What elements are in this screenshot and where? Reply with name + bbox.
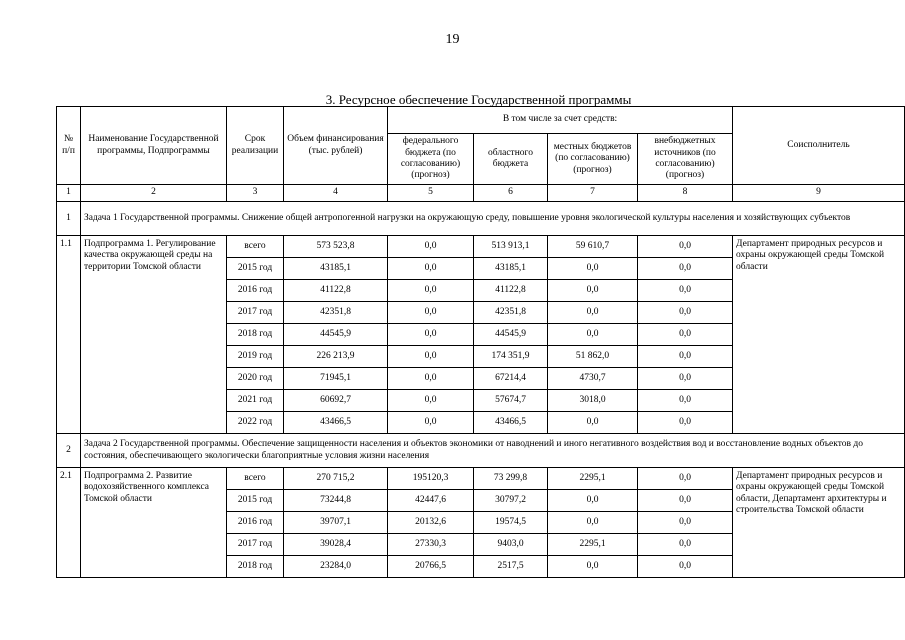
header-federal: федерального бюджета (по согласованию) (прогноз) [388,134,474,185]
period-cell: 2016 год [227,280,284,302]
period-cell: 2018 год [227,324,284,346]
period-cell: всего [227,236,284,258]
header-volume: Объем финансирования (тыс. рублей) [284,107,388,185]
local-cell: 0,0 [548,280,638,302]
regional-cell: 73 299,8 [474,468,548,490]
period-cell: 2015 год [227,490,284,512]
federal-cell: 0,0 [388,302,474,324]
federal-cell: 0,0 [388,280,474,302]
col-number: 1 [57,185,81,202]
col-number: 2 [81,185,227,202]
task-row [57,434,905,468]
subprogram-name: Подпрограмма 2. Развитие водохозяйственного комплекса Томской области [81,468,227,578]
regional-cell: 43185,1 [474,258,548,280]
regional-cell: 9403,0 [474,534,548,556]
period-cell: 2015 год [227,258,284,280]
resource-table [56,106,905,578]
extra-cell: 0,0 [638,302,733,324]
task-row [57,202,905,236]
regional-cell: 30797,2 [474,490,548,512]
total-cell: 573 523,8 [284,236,388,258]
period-cell: 2016 год [227,512,284,534]
federal-cell: 0,0 [388,346,474,368]
regional-cell: 19574,5 [474,512,548,534]
regional-cell: 2517,5 [474,556,548,578]
total-cell: 44545,9 [284,324,388,346]
local-cell: 4730,7 [548,368,638,390]
total-cell: 42351,8 [284,302,388,324]
extra-cell: 0,0 [638,280,733,302]
header-period: Срок реализации [227,107,284,185]
col-number: 4 [284,185,388,202]
regional-cell: 43466,5 [474,412,548,434]
extra-cell: 0,0 [638,236,733,258]
extra-cell: 0,0 [638,324,733,346]
total-cell: 270 715,2 [284,468,388,490]
task-number: 2 [57,434,81,468]
federal-cell: 0,0 [388,236,474,258]
col-number: 9 [733,185,905,202]
local-cell: 2295,1 [548,534,638,556]
subprogram-number: 1.1 [57,236,81,434]
regional-cell: 174 351,9 [474,346,548,368]
extra-cell: 0,0 [638,556,733,578]
federal-cell: 0,0 [388,324,474,346]
period-cell: 2018 год [227,556,284,578]
task-number: 1 [57,202,81,236]
page-number: 19 [445,32,460,47]
federal-cell: 20766,5 [388,556,474,578]
header-including: В том числе за счет средств: [388,107,733,134]
period-cell: 2019 год [227,346,284,368]
header-extra: внебюджетных источников (по согласованию) (прогноз) [638,134,733,185]
table-row [57,236,905,258]
regional-cell: 44545,9 [474,324,548,346]
col-number: 8 [638,185,733,202]
total-cell: 23284,0 [284,556,388,578]
extra-cell: 0,0 [638,412,733,434]
regional-cell: 57674,7 [474,390,548,412]
document-title: 3. Ресурсное обеспечение Государственной программы [325,92,632,107]
total-cell: 43185,1 [284,258,388,280]
extra-cell: 0,0 [638,468,733,490]
col-number: 3 [227,185,284,202]
total-cell: 43466,5 [284,412,388,434]
regional-cell: 513 913,1 [474,236,548,258]
local-cell: 0,0 [548,324,638,346]
local-cell: 0,0 [548,556,638,578]
period-cell: 2017 год [227,534,284,556]
period-cell: 2021 год [227,390,284,412]
federal-cell: 42447,6 [388,490,474,512]
local-cell: 0,0 [548,258,638,280]
local-cell: 0,0 [548,512,638,534]
total-cell: 226 213,9 [284,346,388,368]
extra-cell: 0,0 [638,258,733,280]
subprogram-number: 2.1 [57,468,81,578]
task-text: Задача 2 Государственной программы. Обеспечение защищенности населения и объектов экономики от наводнений и иного негативного воздействия вод и восстановление водных объектов до состояния, обеспечивающего экологически благоприятные условия жизни населения [81,434,905,468]
col-number: 5 [388,185,474,202]
total-cell: 71945,1 [284,368,388,390]
local-cell: 3018,0 [548,390,638,412]
header-coexecutor: Соисполнитель [733,107,905,185]
header-name: Наименование Государственной программы, Подпрограммы [81,107,227,185]
federal-cell: 0,0 [388,412,474,434]
local-cell: 0,0 [548,490,638,512]
regional-cell: 42351,8 [474,302,548,324]
coexecutor: Департамент природных ресурсов и охраны окружающей среды Томской области, Департамент архитектуры и строительства Томской области [733,468,905,578]
col-number: 6 [474,185,548,202]
federal-cell: 20132,6 [388,512,474,534]
table-row [57,468,905,490]
federal-cell: 0,0 [388,368,474,390]
period-cell: 2017 год [227,302,284,324]
local-cell: 59 610,7 [548,236,638,258]
period-cell: всего [227,468,284,490]
total-cell: 60692,7 [284,390,388,412]
subprogram-name: Подпрограмма 1. Регулирование качества окружающей среды на территории Томской области [81,236,227,434]
local-cell: 0,0 [548,412,638,434]
federal-cell: 195120,3 [388,468,474,490]
regional-cell: 41122,8 [474,280,548,302]
header-local: местных бюджетов (по согласованию) (прогноз) [548,134,638,185]
total-cell: 73244,8 [284,490,388,512]
extra-cell: 0,0 [638,534,733,556]
extra-cell: 0,0 [638,490,733,512]
header-regional: областного бюджета [474,134,548,185]
header-num: № п/п [57,107,81,185]
extra-cell: 0,0 [638,368,733,390]
total-cell: 39707,1 [284,512,388,534]
federal-cell: 0,0 [388,390,474,412]
task-text: Задача 1 Государственной программы. Снижение общей антропогенной нагрузки на окружающую среду, повышение уровня экологической культуры населения и хозяйствующих субъектов [81,202,905,236]
period-cell: 2022 год [227,412,284,434]
total-cell: 41122,8 [284,280,388,302]
total-cell: 39028,4 [284,534,388,556]
period-cell: 2020 год [227,368,284,390]
coexecutor: Департамент природных ресурсов и охраны окружающей среды Томской области [733,236,905,434]
federal-cell: 27330,3 [388,534,474,556]
regional-cell: 67214,4 [474,368,548,390]
local-cell: 0,0 [548,302,638,324]
col-number: 7 [548,185,638,202]
local-cell: 2295,1 [548,468,638,490]
local-cell: 51 862,0 [548,346,638,368]
extra-cell: 0,0 [638,512,733,534]
federal-cell: 0,0 [388,258,474,280]
extra-cell: 0,0 [638,390,733,412]
extra-cell: 0,0 [638,346,733,368]
